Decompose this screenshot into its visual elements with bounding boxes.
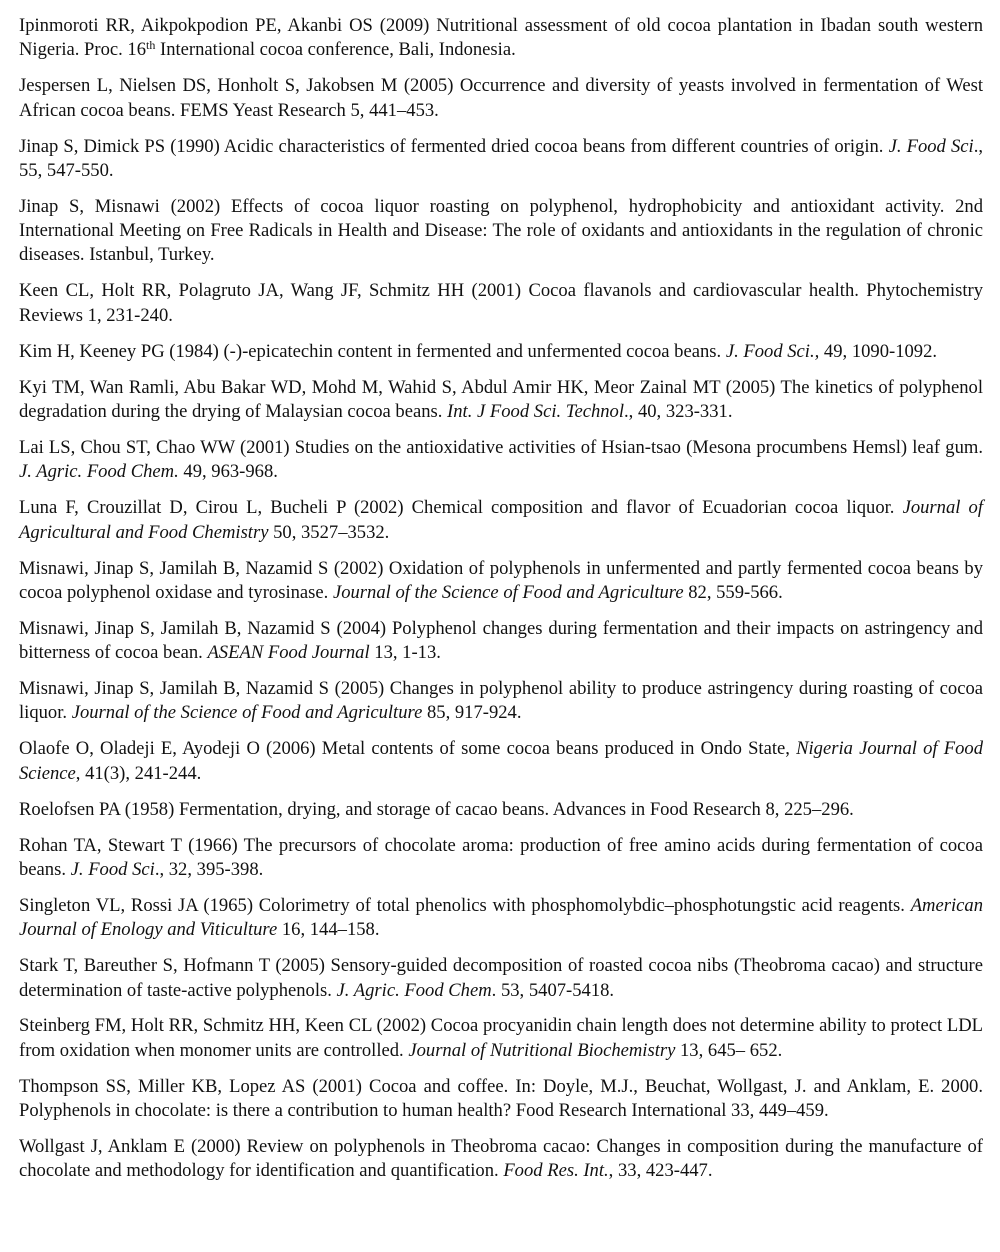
reference-entry <box>19 1075 983 1124</box>
reference-entry <box>19 279 983 328</box>
reference-text: 49, 1090-1092. <box>819 340 938 362</box>
journal-title: Int. J Food Sci. Technol <box>447 400 625 422</box>
reference-text: , 33, 423-447. <box>608 1160 713 1182</box>
reference-entry <box>19 14 983 63</box>
reference-text: ., 40, 323-331. <box>624 400 733 422</box>
journal-title: American Journal of Enology and Viticulture <box>19 894 983 941</box>
reference-entry <box>19 436 983 485</box>
superscript-text: th <box>146 38 156 53</box>
reference-text: Lai LS, Chou ST, Chao WW (2001) Studies on the antioxidative activities of Hsian-tsao (Mesona procumbens Hemsl) leaf gum. <box>19 436 983 458</box>
journal-title: Journal of Nutritional Biochemistry <box>408 1039 676 1061</box>
reference-entry <box>19 1135 983 1184</box>
reference-text: Kim H, Keeney PG (1984) (-)-epicatechin content in fermented and unfermented cocoa beans. <box>19 340 726 362</box>
reference-entry <box>19 135 983 184</box>
reference-entry <box>19 954 983 1003</box>
reference-entry <box>19 737 983 786</box>
journal-title: J. Food Sci., <box>725 340 820 362</box>
reference-text: Jespersen L, Nielsen DS, Honholt S, Jakobsen M (2005) Occurrence and diversity of yeasts involved in fermentation of West African cocoa beans. FEMS Yeast Research 5, 441–453. <box>19 75 983 121</box>
reference-text: Misnawi, Jinap S, Jamilah B, Nazamid S (2005) Changes in polyphenol ability to produce astringency during roasting of cocoa liquor. <box>19 678 983 724</box>
journal-title: Journal of the Science of Food and Agriculture <box>332 581 684 603</box>
reference-text: Steinberg FM, Holt RR, Schmitz HH, Keen CL (2002) Cocoa procyanidin chain length does not determine ability to protect LDL from oxidation when monomer units are controlled. <box>19 1015 983 1061</box>
reference-text: International cocoa conference, Bali, Indonesia. <box>155 39 516 61</box>
reference-entry <box>19 617 983 666</box>
reference-text: Rohan TA, Stewart T (1966) The precursors of chocolate aroma: production of free amino acids during fermentation of cocoa beans. <box>19 834 983 880</box>
journal-title: Journal of the Science of Food and Agriculture <box>71 702 423 724</box>
journal-title: J. Food Sci <box>888 135 974 157</box>
reference-text: Wollgast J, Anklam E (2000) Review on polyphenols in Theobroma cacao: Changes in composition during the manufacture of chocolate and methodology for identification and quantification. <box>19 1136 983 1182</box>
journal-title: ASEAN Food Journal <box>207 642 370 664</box>
reference-entry <box>19 1014 983 1063</box>
reference-text: Luna F, Crouzillat D, Cirou L, Bucheli P (2002) Chemical composition and flavor of Ecuadorian cocoa liquor. <box>19 497 903 519</box>
reference-text: Singleton VL, Rossi JA (1965) Colorimetry of total phenolics with phosphomolybdic–phosphotungstic acid reagents. <box>19 894 911 916</box>
reference-text: 50, 3527–3532. <box>268 521 390 543</box>
reference-text: ., 55, 547-550. <box>19 135 983 181</box>
reference-entry <box>19 677 983 726</box>
reference-entry <box>19 798 983 822</box>
journal-title: Food Res. Int. <box>503 1160 609 1182</box>
reference-text: Roelofsen PA (1958) Fermentation, drying, and storage of cacao beans. Advances in Food Research 8, 225–296. <box>19 798 854 820</box>
reference-text: Jinap S, Dimick PS (1990) Acidic characteristics of fermented dried cocoa beans from different countries of origin. <box>19 135 889 157</box>
reference-text: Thompson SS, Miller KB, Lopez AS (2001) Cocoa and coffee. In: Doyle, M.J., Beuchat, Wollgast, J. and Anklam, E. 2000. Polyphenols in chocolate: is there a contribution to human health? Food Research International 33, 449–459. <box>19 1075 983 1122</box>
reference-entry <box>19 834 983 883</box>
reference-text: Stark T, Bareuther S, Hofmann T (2005) Sensory-guided decomposition of roasted cocoa nibs (Theobroma cacao) and structure determination of taste-active polyphenols. <box>19 955 983 1001</box>
reference-entry <box>19 376 983 425</box>
reference-text: Keen CL, Holt RR, Polagruto JA, Wang JF, Schmitz HH (2001) Cocoa flavanols and cardiovascular health. Phytochemistry Reviews 1, 231-240. <box>19 280 983 326</box>
reference-text: 85, 917-924. <box>422 702 522 724</box>
reference-text: Misnawi, Jinap S, Jamilah B, Nazamid S (2002) Oxidation of polyphenols in unfermented and partly fermented cocoa beans by cocoa polyphenol oxidase and tyrosinase. <box>19 557 983 603</box>
reference-text: 49, 963-968. <box>178 461 278 483</box>
reference-text: 13, 1-13. <box>369 642 441 664</box>
reference-text: 13, 645– 652. <box>675 1039 783 1061</box>
reference-text: ., 32, 395-398. <box>154 858 264 880</box>
reference-text: 82, 559-566. <box>683 581 783 603</box>
reference-text: Olaofe O, Oladeji E, Ayodeji O (2006) Metal contents of some cocoa beans produced in Ondo State, <box>19 738 797 760</box>
reference-text: Ipinmoroti RR, Aikpokpodion PE, Akanbi OS (2009) Nutritional assessment of old cocoa plantation in Ibadan south western Nigeria. Proc. 16 <box>19 15 983 61</box>
journal-title: J. Agric. Food Chem <box>336 979 492 1001</box>
reference-text: . 53, 5407-5418. <box>491 979 615 1001</box>
reference-entry <box>19 195 983 268</box>
journal-title: J. Food Sci <box>70 858 155 880</box>
reference-entry <box>19 340 983 364</box>
reference-text: , 41(3), 241-244. <box>75 762 202 784</box>
reference-text: Misnawi, Jinap S, Jamilah B, Nazamid S (2004) Polyphenol changes during fermentation and their impacts on astringency and bitterness of cocoa bean. <box>19 617 983 664</box>
reference-entry <box>19 557 983 606</box>
reference-text: 16, 144–158. <box>277 919 380 941</box>
reference-entry <box>19 74 983 123</box>
journal-title: Journal of Agricultural and Food Chemistry <box>19 497 983 543</box>
reference-entry <box>19 894 983 943</box>
reference-text: Kyi TM, Wan Ramli, Abu Bakar WD, Mohd M, Wahid S, Abdul Amir HK, Meor Zainal MT (2005) The kinetics of polyphenol degradation during the drying of Malaysian cocoa beans. <box>19 376 983 422</box>
reference-entry <box>19 496 983 545</box>
journal-title: J. Agric. Food Chem. <box>19 461 179 483</box>
reference-text: Jinap S, Misnawi (2002) Effects of cocoa liquor roasting on polyphenol, hydrophobicity and antioxidant activity. 2nd International Meeting on Free Radicals in Health and Disease: The role of oxidants and antioxidants in the regulation of chronic diseases. Istanbul, Turkey. <box>19 195 983 266</box>
journal-title: Nigeria Journal of Food Science <box>19 738 983 784</box>
